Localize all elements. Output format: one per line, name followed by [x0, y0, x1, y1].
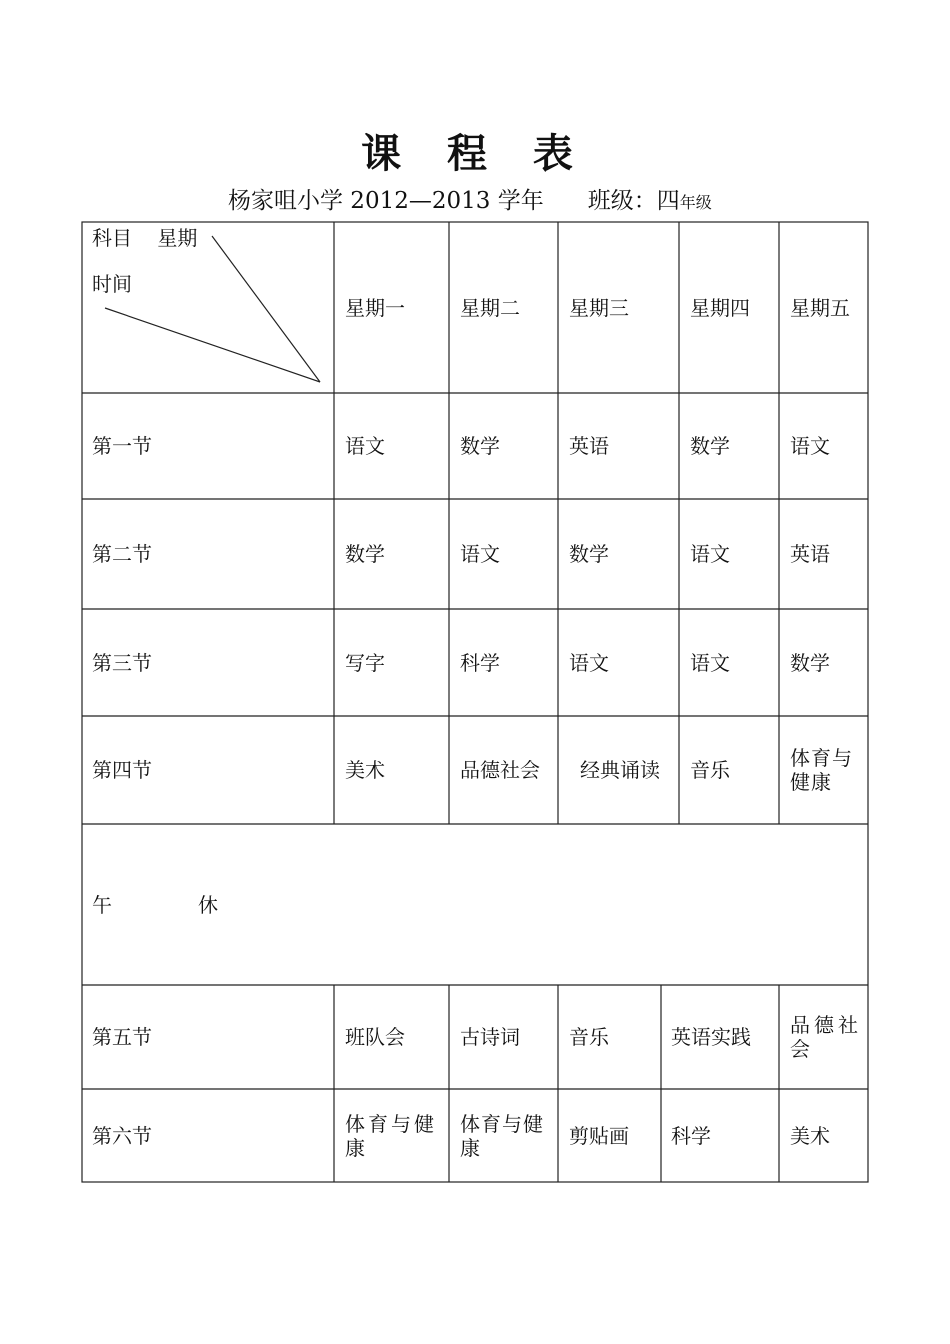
weekday-header: 星期三 — [569, 295, 629, 320]
weekday-header: 星期一 — [345, 295, 405, 320]
period-label: 第六节 — [92, 1123, 152, 1148]
subject-cell: 语文 — [690, 542, 730, 566]
subject-cell: 品德社会 — [460, 758, 540, 782]
weekday-header: 星期二 — [460, 295, 520, 320]
corner-time: 时间 — [92, 272, 132, 296]
subject-cell: 科学 — [671, 1123, 711, 1148]
subject-cell: 语文 — [345, 434, 385, 458]
subject-cell: 数学 — [569, 542, 609, 566]
subject-cell: 语文 — [790, 434, 830, 458]
subject-cell: 品德社会 — [790, 1013, 862, 1061]
noon-break-first: 午 — [92, 892, 112, 917]
subject-cell: 语文 — [460, 542, 500, 566]
subject-cell: 数学 — [460, 434, 500, 458]
weekday-header: 星期四 — [690, 295, 750, 320]
corner-subject-weekday: 科目 星期 — [92, 226, 198, 250]
period-label: 第三节 — [92, 650, 152, 675]
subject-cell: 语文 — [569, 650, 609, 675]
class-label: 班级：四 — [587, 188, 680, 214]
school-year: 杨家咀小学 2012—2013 学年 — [228, 188, 544, 214]
period-label: 第二节 — [92, 542, 152, 566]
period-label: 第五节 — [92, 1025, 152, 1049]
subject-cell: 科学 — [460, 650, 500, 675]
subject-cell: 美术 — [345, 758, 385, 782]
subject-cell: 美术 — [790, 1123, 830, 1148]
subject-cell: 剪贴画 — [569, 1123, 629, 1148]
subject-cell: 体育与健康 — [790, 746, 853, 794]
subject-cell: 体育与健康 — [345, 1111, 437, 1160]
subject-cell: 音乐 — [690, 758, 730, 782]
subject-cell: 英语 — [790, 542, 830, 566]
subject-cell: 班队会 — [345, 1025, 405, 1049]
subtitle — [228, 182, 712, 215]
subject-cell: 语文 — [690, 650, 730, 675]
subject-cell: 英语 — [569, 434, 609, 458]
subject-cell: 数学 — [345, 542, 385, 566]
subject-cell: 数学 — [790, 650, 830, 675]
subject-cell: 经典诵读 — [580, 758, 660, 782]
page-title: 课 程 表 — [361, 130, 589, 177]
subject-cell: 体育与健康 — [460, 1111, 544, 1160]
subject-cell: 写字 — [345, 650, 385, 675]
class-suffix: 年级 — [679, 193, 712, 212]
subject-cell: 英语实践 — [671, 1025, 751, 1049]
period-label: 第一节 — [92, 434, 152, 458]
subject-cell: 音乐 — [569, 1025, 609, 1049]
period-label: 第四节 — [92, 758, 152, 782]
weekday-header: 星期五 — [790, 295, 850, 320]
subject-cell: 数学 — [690, 434, 730, 458]
noon-break-second: 休 — [198, 892, 218, 917]
subject-cell: 古诗词 — [460, 1025, 520, 1049]
